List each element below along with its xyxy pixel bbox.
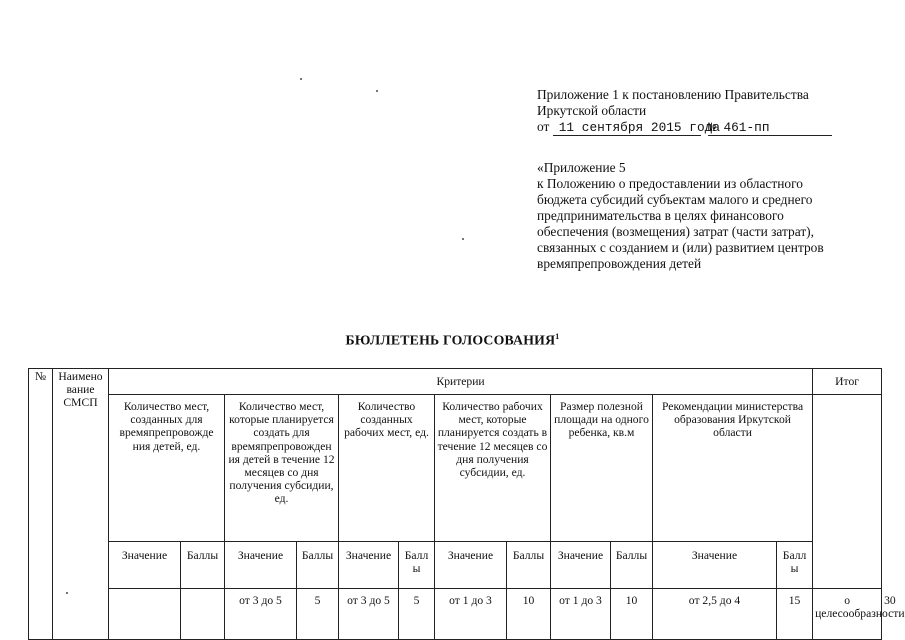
sub-appendix-line: связанных с созданием и (или) развитием центров bbox=[537, 240, 824, 255]
criteria-header: Критерии bbox=[109, 369, 813, 395]
points-subheader: Баллы bbox=[297, 542, 339, 589]
table-header-row bbox=[29, 369, 882, 395]
scan-speck bbox=[300, 78, 302, 80]
number-column-header: № bbox=[29, 369, 53, 640]
appendix-line-1: Приложение 1 к постановлению Правительства bbox=[537, 87, 809, 102]
value-cell: о целесообразности bbox=[813, 589, 882, 640]
points-subheader: Баллы bbox=[181, 542, 225, 589]
points-cell: 15 bbox=[777, 589, 813, 640]
criterion-header: Рекомендации министерства образования Иркутской области bbox=[653, 395, 813, 542]
scan-speck bbox=[462, 238, 464, 240]
value-subheader: Значение bbox=[551, 542, 611, 589]
criterion-header: Количество рабочих мест, которые планируется создать в течение 12 месяцев со дня получения субсидии, ед. bbox=[435, 395, 551, 542]
criterion-header: Количество мест, созданных для времяпрепровожде ния детей, ед. bbox=[109, 395, 225, 542]
appendix-header bbox=[537, 87, 877, 136]
criteria-row bbox=[29, 395, 882, 542]
value-cell: от 3 до 5 bbox=[339, 589, 399, 640]
page-title bbox=[0, 332, 905, 349]
table-row: от 3 до 5 5 от 3 до 5 5 от 1 до 3 10 от 1 до 3 10 от 2,5 до 4 15 о целесообразности 30 bbox=[29, 589, 882, 640]
value-cell: от 1 до 3 bbox=[551, 589, 611, 640]
title-footnote-mark: 1 bbox=[555, 332, 560, 341]
row-number-cell bbox=[109, 589, 181, 640]
points-cell: 5 bbox=[399, 589, 435, 640]
criterion-header: Количество созданных рабочих мест, ед. bbox=[339, 395, 435, 542]
points-subheader: Балл ы bbox=[777, 542, 813, 589]
sub-appendix-line: обеспечения (возмещения) затрат (части затрат), bbox=[537, 224, 814, 239]
value-subheader: Значение bbox=[225, 542, 297, 589]
value-cell: от 2,5 до 4 bbox=[653, 589, 777, 640]
value-cell: от 1 до 3 bbox=[435, 589, 507, 640]
criterion-header: Размер полезной площади на одного ребенка, кв.м bbox=[551, 395, 653, 542]
sub-appendix-line: времяпрепровождения детей bbox=[537, 256, 702, 271]
appendix-line-2: Иркутской области bbox=[537, 103, 647, 118]
sub-appendix-line: «Приложение 5 bbox=[537, 160, 626, 175]
subheader-row bbox=[29, 542, 882, 589]
value-subheader: Значение bbox=[109, 542, 181, 589]
value-subheader: Значение bbox=[339, 542, 399, 589]
total-cell-header-blank bbox=[813, 395, 882, 589]
value-cell: от 3 до 5 bbox=[225, 589, 297, 640]
value-subheader: Значение bbox=[653, 542, 777, 589]
appendix-date-prefix: от bbox=[537, 119, 550, 134]
name-column-header: Наимено вание СМСП bbox=[53, 369, 109, 640]
points-cell: 10 bbox=[507, 589, 551, 640]
sub-appendix-line: к Положению о предоставлении из областного bbox=[537, 176, 803, 191]
sub-appendix-line: бюджета субсидий субъектам малого и среднего bbox=[537, 192, 813, 207]
scan-speck bbox=[66, 592, 68, 594]
points-subheader: Балл ы bbox=[399, 542, 435, 589]
ballot-table bbox=[28, 368, 905, 640]
value-subheader: Значение bbox=[435, 542, 507, 589]
points-cell: 10 bbox=[611, 589, 653, 640]
points-subheader: Баллы bbox=[507, 542, 551, 589]
total-header: Итог bbox=[813, 369, 882, 395]
row-name-cell bbox=[181, 589, 225, 640]
scan-speck bbox=[376, 90, 378, 92]
title-text: БЮЛЛЕТЕНЬ ГОЛОСОВАНИЯ bbox=[345, 332, 556, 348]
criterion-header: Количество мест, которые планируется создать для времяпрепровожден ия детей в течение 12 месяцев со дня получения субсидии, ед. bbox=[225, 395, 339, 542]
points-subheader: Баллы bbox=[611, 542, 653, 589]
points-cell: 5 bbox=[297, 589, 339, 640]
appendix-number: № 461-пп bbox=[708, 121, 832, 136]
sub-appendix-line: предпринимательства в целях финансового bbox=[537, 208, 784, 223]
sub-appendix bbox=[537, 160, 882, 272]
appendix-line-3 bbox=[537, 119, 877, 136]
appendix-date: 11 сентября 2015 года bbox=[553, 121, 701, 136]
